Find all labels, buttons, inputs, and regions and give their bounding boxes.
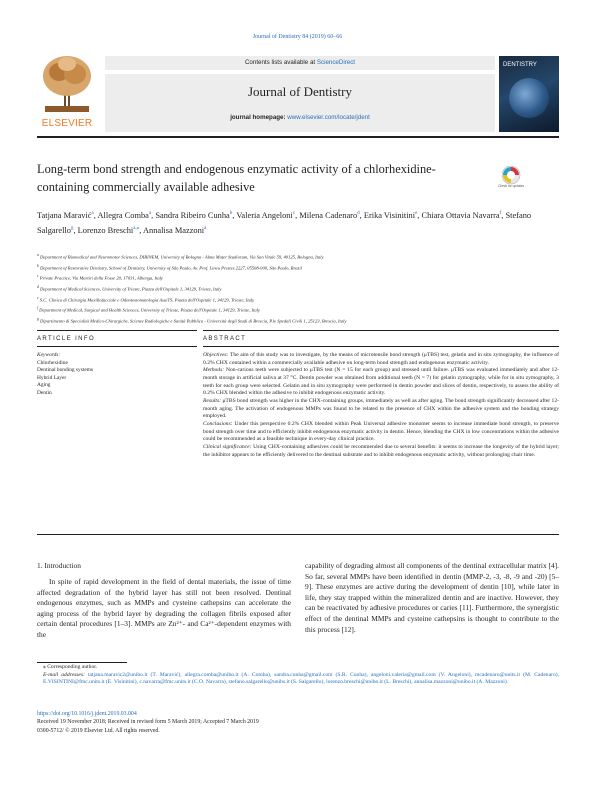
affiliation-item [37,283,557,294]
author-affiliation-marker[interactable]: e [415,211,418,216]
keyword-item: Dentinal bonding systems [37,367,93,374]
article-info-rule [37,346,197,347]
affiliation-item [37,272,557,283]
article-info-top-rule [37,330,197,331]
affiliation-marker: f [37,306,38,311]
abstract-section-label: Objectives: [203,352,231,358]
author-name[interactable]: Valeria Angeloni [236,210,293,220]
abstract-section-label: Methods: [203,367,226,374]
author-name[interactable]: Milena Cadenaro [299,210,358,220]
affiliation-text: S.C. Clinica di Chirurgia Maxillofacciale e Odontostomatologia AsuiTS, Piazza dell'Ospitale 1, 34129, Trieste, Italy [38,297,255,303]
journal-homepage [105,114,495,121]
contents-prefix: Contents lists available at [244,59,317,66]
keywords-label: Keywords: [37,352,61,358]
author-affiliation-marker[interactable]: a [148,211,152,216]
author-affiliation-marker[interactable]: b [229,211,233,216]
article-title: Long-term bond strength and endogenous enzymatic activity of a chlorhexidine-containing commercially available adhesive [37,162,436,194]
corresponding-author-note: ⁎ Corresponding author. [43,664,98,670]
author-name[interactable]: Lorenzo Breschi [77,226,134,236]
affiliation-marker: e [37,295,39,300]
intro-left-column: In spite of rapid development in the field of dental materials, the issue of time affected degradation of the hybrid layer has still not been resolved. Dentinal endogenous enzymes, such as MMPs and cysteine cathepsins can accelerate the aging process of the hybrid layer by degrading the collagen fibrils exposed after certain dental procedures [1–3]. MMPs are Zn²⁺- and Ca²⁺-dependent enzymes with the [37,577,291,639]
crossmark-icon [498,164,524,194]
affiliation-item [37,251,557,262]
affiliation-text: Private Practice, Via Martiri della Fosse 20, 17031, Albenga, Italy [38,275,163,281]
abstract-section [203,367,559,398]
author-affiliation-marker[interactable]: g [70,226,74,232]
homepage-prefix: journal homepage: [230,114,288,121]
affiliation-item [37,304,557,315]
affiliation-marker: g [37,316,39,321]
abstract-section-label: Results: [203,397,223,404]
abstract-section [203,352,559,367]
doi-link[interactable]: https://doi.org/10.1016/j.jdent.2019.03.004 [37,711,137,717]
doi-block [37,710,559,735]
abstract-section-label: Clinical significance: [203,443,254,450]
affiliation-item [37,315,557,326]
author-name[interactable]: Sandra Ribeiro Cunha [155,210,230,220]
affiliation-text: Department of Medical Sciences, University of Trieste, Piazza dell'Ospitale 1, 34129, Trieste, Italy [38,286,222,292]
abstract-body [203,352,559,459]
abstract-section [203,398,559,421]
author-name[interactable]: Annalisa Mazzoni [142,226,205,236]
abstract-bottom-rule [37,534,559,535]
running-head[interactable]: Journal of Dentistry 84 (2019) 60–66 [252,34,343,40]
abstract-heading: ABSTRACT [203,336,247,342]
keyword-item: Hybrid Layer [37,374,67,381]
homepage-link[interactable]: www.elsevier.com/locate/jdent [287,114,370,121]
received-dates: Received 19 November 2018; Received in revised form 5 March 2019; Accepted 7 March 2019 [37,719,259,726]
affiliation-text: Department of Medical, Surgical and Health Sciences, University of Trieste, Piazza dell'Ospitale 1, 34129, Trieste, Italy [38,307,261,313]
author-affiliation-marker[interactable]: a,⁎ [133,226,140,232]
masthead [37,52,559,132]
abstract-rule [203,346,559,347]
footnotes [37,664,559,687]
crossmark-label: Check for updates [498,184,524,188]
affiliation-marker: a [37,253,39,257]
abstract-section [203,421,559,444]
keyword-item: Chlorhexidine [37,359,68,366]
affiliation-marker: d [37,284,39,289]
article-info-heading: ARTICLE INFO [37,336,96,342]
keyword-item: Dentin [37,389,52,396]
author-affiliation-marker[interactable]: d [357,211,360,216]
abstract-section-text: Using CHX-containing adhesives could be recommended due to several benefits: it seems to increase the longevity of the hybrid layer; the inhibitor appears to be efficiently delivered to the dentinal substrate and to inhibit endogenous enzymatic activity, without prolonging chair time. [203,443,559,458]
copyright-line: 0300-5712/ © 2019 Elsevier Ltd. All rights reserved. [37,727,160,734]
author-affiliation-marker[interactable]: a [91,211,94,216]
header-divider [37,136,559,138]
email-label: E-mail addresses: [43,671,85,678]
affiliation-item [37,262,557,273]
sciencedirect-link[interactable]: ScienceDirect [316,59,356,66]
affiliation-item [37,294,557,305]
journal-title: Journal of Dentistry [248,84,352,99]
author-list: Tatjana Maravić$^a$, Allegra Comba$^a$, Sandra Ribeiro Cunha$^b$, Valeria Angeloni$^c$, Milena Cadenaro$^d$, Erika Visinitini$^e$, Chiara Ottavia Navarra$^f$, Stefano Salgarello$^g$, Lorenzo Breschi$^{a,⁎}$, Annalisa Mazzoni$^a$ [37,210,532,236]
footnote-rule [37,662,127,663]
abstract-section-text: The aim of this study was to investigate, by the means of microtensile bond strength (μTBS) test, gelatin and in situ zymography, the influence of 0.2% CHX contained within a commercially available adhesive on long-term bond strength and endogenous enzymatic activity. [203,352,559,366]
publisher-name: ELSEVIER [41,118,93,129]
author-name[interactable]: Stefano Salgarello [37,210,532,236]
email-addresses [37,672,559,687]
journal-banner [105,74,495,132]
journal-cover-image [499,56,559,132]
contents-list-banner [105,56,495,70]
abstract-top-rule [203,330,559,331]
author-name[interactable]: Tatjana Maravić [37,210,92,220]
author-name[interactable]: Chiara Ottavia Navarra [421,210,500,220]
cover-illustration [509,78,549,118]
section-heading-introduction: 1. Introduction [37,561,81,570]
affiliation-marker: c [37,274,39,279]
author-affiliation-marker[interactable]: a [204,226,207,232]
abstract-section [203,444,559,459]
abstract-section-text: Non-carious teeth were subjected to μTBS test (N = 15 for each group) and stressed until failure. μTBS was evaluated immediately and after 12-month storage in artificial saliva at 37 °C. Dentin powder was obtained from additional teeth (N = 7) for gelatin zymography, while for in situ zymography, 3 teeth for each group were selected. Gelatin and in situ zymography were performed in dentin powder and slices of dentin, respectively, to assess the ability of 0.2% CHX blended within the adhesive to inhibit endogenous enzymatic activity. [203,367,559,397]
abstract-section-text: μTBS bond strength was higher in the CHX-containing groups, immediately as well as after aging. The bond strength significantly decreased after 12-month aging. The activation of endogenous MMPs was found to be related to the presence of CHX within the adhesive system and the bonding strategy employed. [203,397,560,420]
cover-title: DENTISTRY [503,62,537,68]
author-affiliation-marker[interactable]: f [499,211,502,216]
author-affiliation-marker[interactable]: c [292,211,296,216]
author-name[interactable]: Erika Visinitini [363,210,416,220]
affiliation-list [37,251,557,325]
author-name[interactable]: Allegra Comba [97,210,149,220]
abstract-section-label: Conclusions: [203,420,235,427]
elsevier-tree-logo [37,52,97,132]
affiliation-text: Department of Restorative Dentistry, School of Dentistry, University of São Paulo, Av. Prof. Lineu Prestes 2227, 05508-000, São Paulo, Brazil [38,265,302,271]
intro-right-column: capability of degrading almost all components of the dentinal extracellular matrix [4]. So far, several MMPs have been identified in dentin (MMP-2, -3, -8, -9 and -20) [5–9]. These enzymes are active during the development of dentin [10], while later in life, they stay trapped within the mineralized dentin and are inactive. However, they can be reactivated by adhesive procedures or caries [11]. Furthermore, the synergistic effect of the dentinal MMPs and cysteine cathepsins is thought to contribute to the this process [12]. [305,561,559,634]
keyword-item: Aging [37,382,51,389]
affiliation-text: Dipartimento di Specialità Medico-Chirurgiche, Scienze Radiologiche e Sanità Pubblica - Università degli Studi di Brescia, P.le Spedali Civili 1, 25123, Brescia, Italy [38,318,347,324]
email-list[interactable]: tatjana.maravic2@unibo.it (T. Maravić), allegra.comba@unibo.it (A. Comba), sandra.cunha@gmail.com (S.R. Cunha), angeloni.valeria@gmail.com (V. Angeloni), mcadenaro@units.it (M. Cadenaro), E.VISINTINI@fmc.units.it (E. Visinitini), c.navarra@fmc.units.it (C.O. Navarra), stefano.salgarello@unibs.it (S. Salgarello), lorenzo.breschi@unibo.it (L. Breschi), annalisa.mazzoni@unibo.it (A. Mazzoni). [43,671,560,686]
affiliation-text: Department of Biomedical and Neuromotor Sciences, DIBINEM, University of Bologna - Alma Mater Studiorum, Via San Vitale 59, 40125, Bologna, Italy [38,254,324,260]
abstract-section-text: Under this perspective 0.2% CHX blended within Peak Universal adhesive monomer seems to increase immediate bond strength, to preserve bond strength over time and to efficiently inhibit endogenous enzymatic activity in dentin. Hence, blending the CHX in low concentrations within the adhesive could be recommended as a feasible technique in every-day clinical practice. [203,420,559,443]
crossmark-badge[interactable] [498,164,524,194]
keywords-block [37,352,187,398]
affiliation-marker: b [37,263,39,268]
